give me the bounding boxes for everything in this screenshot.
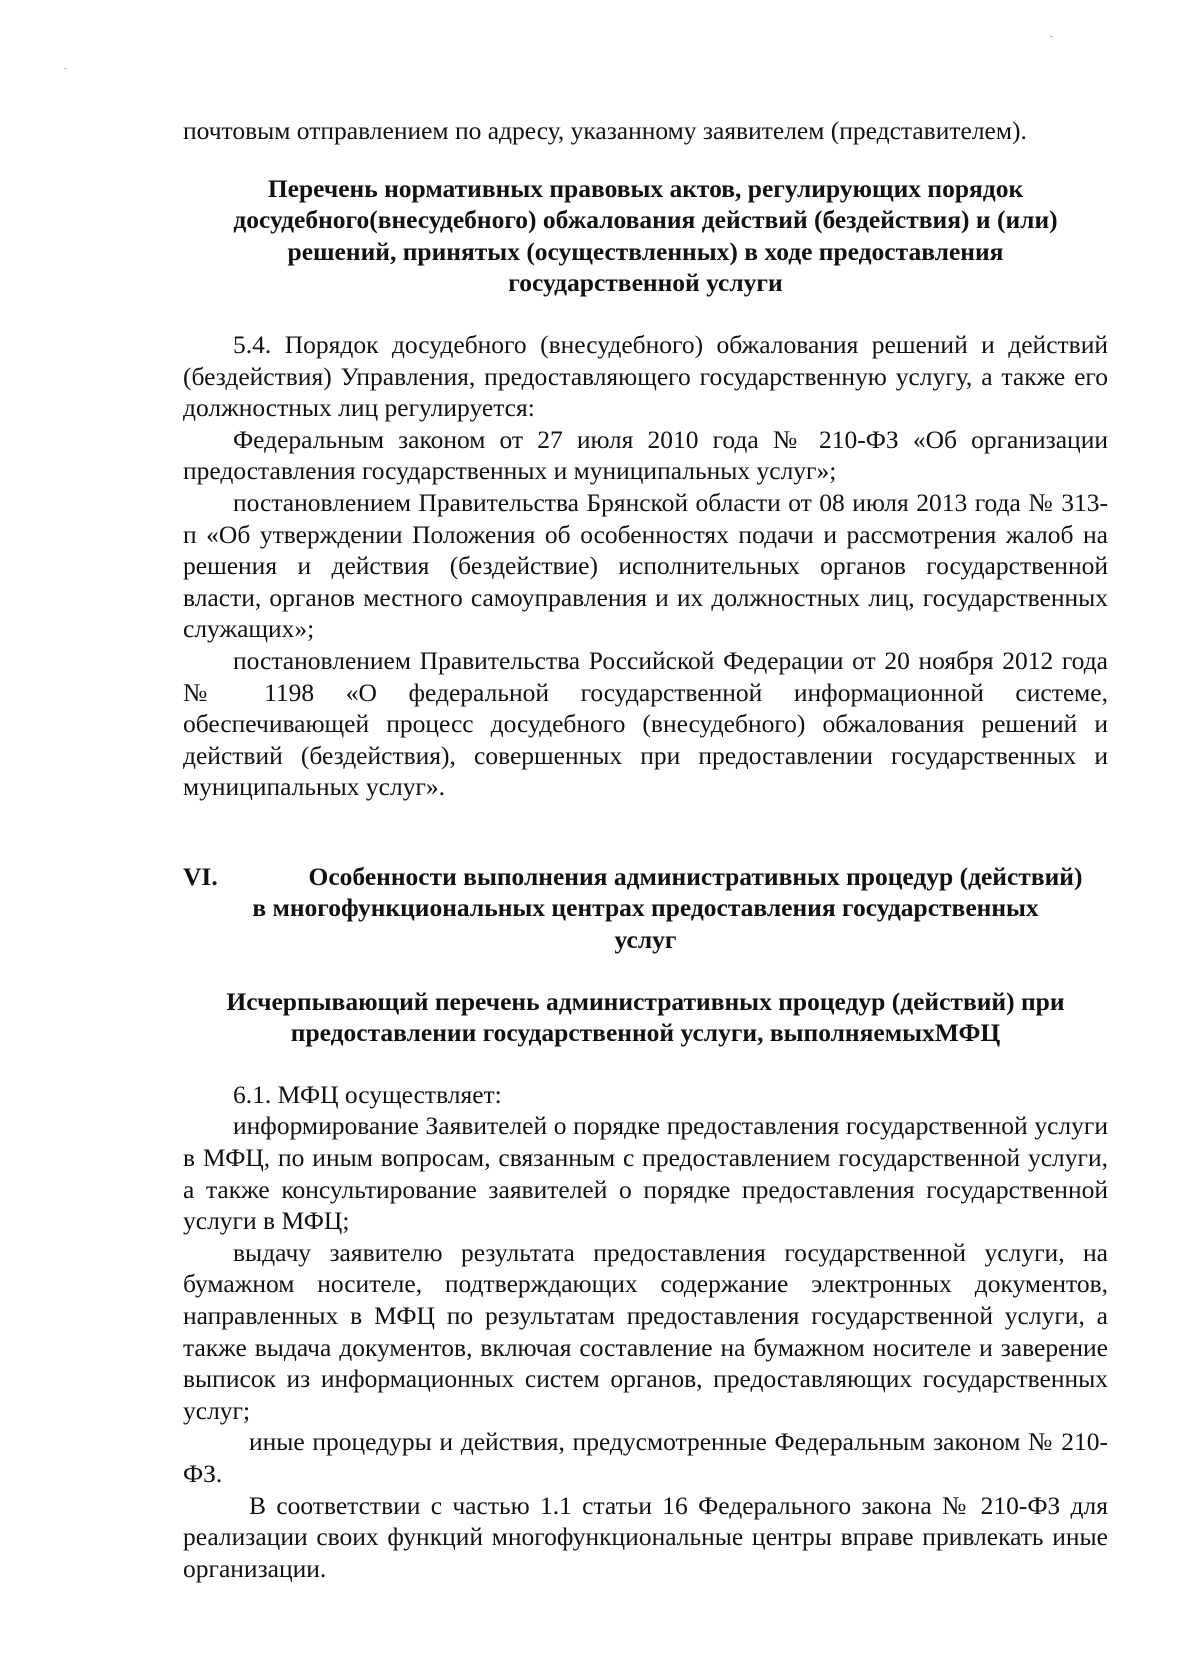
paragraph-law-210: Федеральным законом от 27 июля 2010 года № 210-ФЗ «Об организации предоставления государственных и муниципальных услуг»; [183,424,1108,486]
section-title-line1: Особенности выполнения административных процедур (действий) [308,861,1083,891]
scan-speck [64,68,67,69]
paragraph-informing: информирование Заявителей о порядке предоставления государственной услуги в МФЦ, по иным вопросам, связанным с предоставлением государственной услуги, а также консультирование заявителей о порядке предоставления государственной услуги в МФЦ; [183,1111,1108,1236]
paragraph-rf-resolution-1198: постановлением Правительства Российской Федерации от 20 ноября 2012 года № 1198 «О федеральной государственной информационной системе, обеспечивающей процесс досудебного (внесудебного) обжалования решений и действий (бездействия), совершенных при предоставлении государственных и муниципальных услуг». [183,645,1108,802]
section-title-rest: в многофункциональных центрах предоставления государственных услуг [252,893,1039,955]
paragraph-6-1: 6.1. МФЦ осуществляет: [233,1079,502,1109]
heading-mfc-procedures: Исчерпывающий перечень административных процедур (действий) при предоставлении государственной услуги, выполняемыхМФЦ [226,986,1065,1048]
paragraph-bryansk-resolution: постановлением Правительства Брянской области от 08 июля 2013 года № 313-п «Об утверждении Положения об особенностях подачи и рассмотрения жалоб на решения и действия (бездействие) исполнительных органов государственной власти, органов местного самоуправления и их должностных лиц, государственных служащих»; [183,487,1108,644]
heading-normative-acts: Перечень нормативных правовых актов, регулирующих порядок досудебного(внесудебного) обжалования действий (бездействия) и (или) решений, принятых (осуществленных) в ходе предоставления государственной услуги [233,173,1058,298]
paragraph-5-4: 5.4. Порядок досудебного (внесудебного) обжалования решений и действий (бездействия) Управления, предоставляющего государственную услугу, а также его должностных лиц регулируется: [183,329,1108,423]
paragraph-other-procedures: иные процедуры и действия, предусмотренные Федеральным законом № 210-ФЗ. [183,1427,1108,1488]
paragraph-issuing: выдачу заявителю результата предоставления государственной услуги, на бумажном носителе, подтверждающих содержание электронных документов, направленных в МФЦ по результатам предоставления государственной услуги, а также выдача документов, включая составление на бумажном носителе и заверение выписок из информационных систем органов, предоставляющих государственных услуг; [183,1237,1108,1425]
section-number: VI. [183,861,218,891]
paragraph-postal: почтовым отправлением по адресу, указанному заявителем (представителем). [183,116,1027,145]
paragraph-accordance: В соответствии с частью 1.1 статьи 16 Федерального закона № 210-ФЗ для реализации своих функций многофункциональные центры вправе привлекать иные организации. [183,1490,1108,1583]
document-page [183,115,1108,1584]
scan-speck [1050,36,1053,37]
section-heading [183,861,1108,893]
